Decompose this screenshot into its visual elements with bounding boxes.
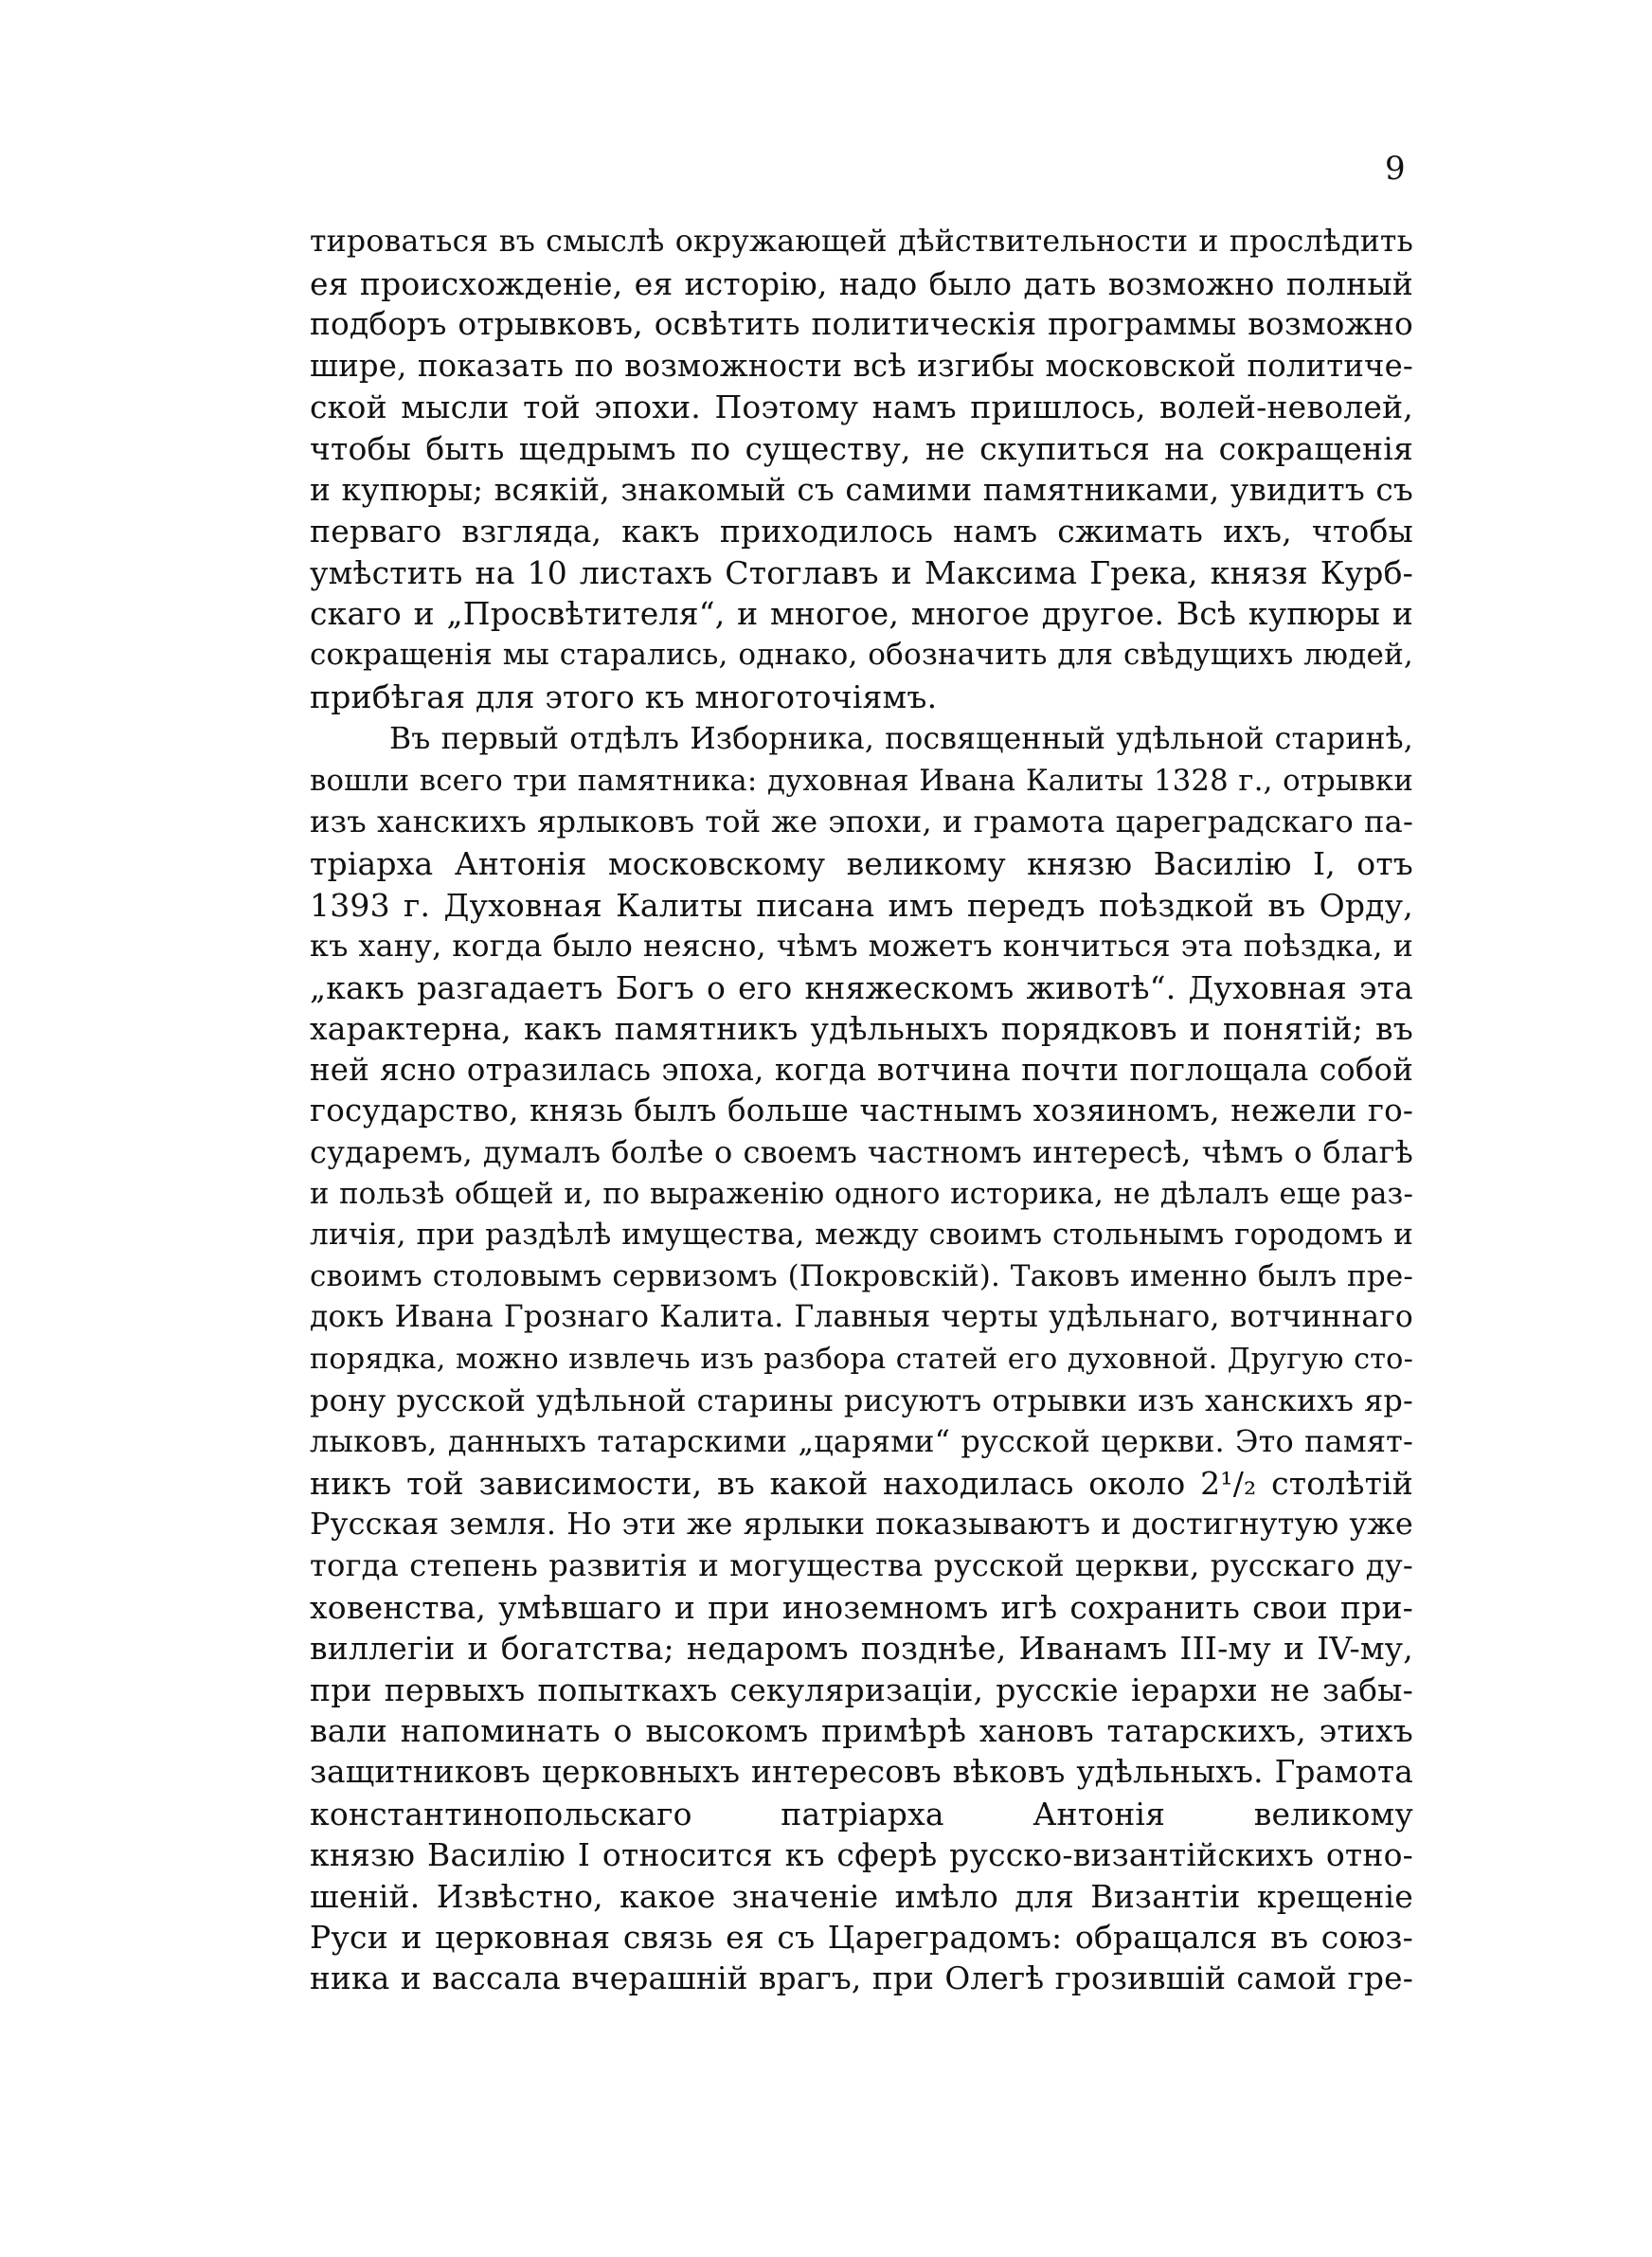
text-line: личія, при раздѣлѣ имущества, между своимъ стольнымъ городомъ и bbox=[310, 1218, 1413, 1253]
text-line: лыковъ, данныхъ татарскими „царями“ русской церкви. Это памят- bbox=[310, 1423, 1413, 1460]
text-line: Въ первый отдѣлъ Изборника, посвященный удѣльной старинѣ, bbox=[389, 722, 1413, 757]
text-line: ховенства, умѣвшаго и при иноземномъ игѣ сохранить свои при- bbox=[310, 1588, 1413, 1626]
text-line: изъ ханскихъ ярлыковъ той же эпохи, и грамота цареградскаго па- bbox=[310, 803, 1413, 840]
text-line: прибѣгая для этого къ многоточіямъ. bbox=[310, 677, 938, 715]
text-line: тогда степень развитія и могущества русской церкви, русскаго ду- bbox=[310, 1547, 1413, 1583]
text-line: къ хану, когда было неясно, чѣмъ можетъ кончиться эта поѣздка, и bbox=[310, 928, 1413, 965]
text-line: вали напоминать о высокомъ примѣрѣ хановъ татарскихъ, этихъ bbox=[310, 1712, 1413, 1750]
text-line: сокращенія мы старались, однако, обозначить для свѣдущихъ людей, bbox=[310, 637, 1413, 672]
text-line: при первыхъ попыткахъ секуляризаціи, русскіе іерархи не забы- bbox=[310, 1670, 1413, 1708]
text-line: ней ясно отразилась эпоха, когда вотчина почти поглощала собой bbox=[310, 1051, 1413, 1088]
text-line: порядка, можно извлечь изъ разбора статей его духовной. Другую сто- bbox=[310, 1343, 1413, 1377]
text-line: шире, показать по возможности всѣ изгибы московской политиче- bbox=[310, 347, 1413, 384]
text-line: шеній. Извѣстно, какое значеніе имѣло для Византіи крещеніе bbox=[310, 1877, 1413, 1915]
text-line: Руси и церковная связь ея съ Цареградомъ: обращался въ союз- bbox=[310, 1919, 1413, 1957]
text-line: и купюры; всякій, знакомый съ самими памятниками, увидитъ съ bbox=[310, 471, 1413, 508]
text-line: подборъ отрывковъ, освѣтить политическія программы возможно bbox=[310, 306, 1413, 343]
text-line: вошли всего три памятника: духовная Ивана Калиты 1328 г., отрывки bbox=[310, 764, 1413, 798]
text-line: ея происхожденіе, ея исторію, надо было дать возможно полный bbox=[310, 264, 1413, 302]
text-line: 1393 г. Духовная Калиты писана имъ передъ поѣздкой въ Орду, bbox=[310, 886, 1413, 924]
page-number: 9 bbox=[1385, 150, 1406, 188]
text-line: государство, князь былъ больше частнымъ хозяиномъ, нежели го- bbox=[310, 1092, 1413, 1129]
text-line: и пользѣ общей и, по выраженію одного историка, не дѣлалъ еще раз- bbox=[310, 1177, 1413, 1211]
text-line: своимъ столовымъ сервизомъ (Покровскій). Таковъ именно былъ пре- bbox=[310, 1258, 1413, 1293]
paragraph-2 bbox=[310, 719, 1413, 1999]
text-line: константинопольскаго патріарха Антонія великому bbox=[310, 1795, 1413, 1833]
text-line: виллегіи и богатства; недаромъ позднѣе, Иванамъ III-му и IV-му, bbox=[310, 1630, 1413, 1668]
text-line: тироваться въ смыслѣ окружающей дѣйствительности и прослѣдить bbox=[310, 225, 1413, 259]
text-line: перваго взгляда, какъ приходилось намъ сжимать ихъ, чтобы bbox=[310, 513, 1413, 551]
text-line: рону русской удѣльной старины рисуютъ отрывки изъ ханскихъ яр- bbox=[310, 1381, 1413, 1418]
text-line: сударемъ, думалъ болѣе о своемъ частномъ интересѣ, чѣмъ о благѣ bbox=[310, 1134, 1413, 1171]
text-line: защитниковъ церковныхъ интересовъ вѣковъ удѣльныхъ. Грамота bbox=[310, 1753, 1413, 1790]
body-text bbox=[310, 222, 1413, 2000]
text-line: скаго и „Просвѣтителя“, и многое, многое другое. Всѣ купюры и bbox=[310, 595, 1413, 633]
paragraph-1 bbox=[310, 222, 1413, 717]
text-line: умѣстить на 10 листахъ Стоглавъ и Максима Грека, князя Курб- bbox=[310, 553, 1413, 591]
text-line: докъ Ивана Грознаго Калита. Главныя черты удѣльнаго, вотчиннаго bbox=[310, 1300, 1413, 1335]
text-line: „какъ разгадаетъ Богъ о его княжескомъ животѣ“. Духовная эта bbox=[310, 968, 1413, 1006]
text-line: никъ той зависимости, въ какой находилась около 2¹/₂ столѣтій bbox=[310, 1464, 1413, 1502]
text-line: Русская земля. Но эти же ярлыки показываютъ и достигнутую уже bbox=[310, 1506, 1413, 1543]
text-line: характерна, какъ памятникъ удѣльныхъ порядковъ и понятій; въ bbox=[310, 1010, 1413, 1048]
text-line: тріарха Антонія московскому великому князю Василію I, отъ bbox=[310, 844, 1413, 882]
text-line: чтобы быть щедрымъ по существу, не скупиться на сокращенія bbox=[310, 429, 1413, 467]
text-line: ской мысли той эпохи. Поэтому намъ пришлось, волей-неволей, bbox=[310, 388, 1413, 426]
text-line: князю Василію I относится къ сферѣ русско-византійскихъ отно- bbox=[310, 1836, 1413, 1874]
text-line: ника и вассала вчерашній врагъ, при Олегѣ грозившій самой гре- bbox=[310, 1959, 1413, 1996]
